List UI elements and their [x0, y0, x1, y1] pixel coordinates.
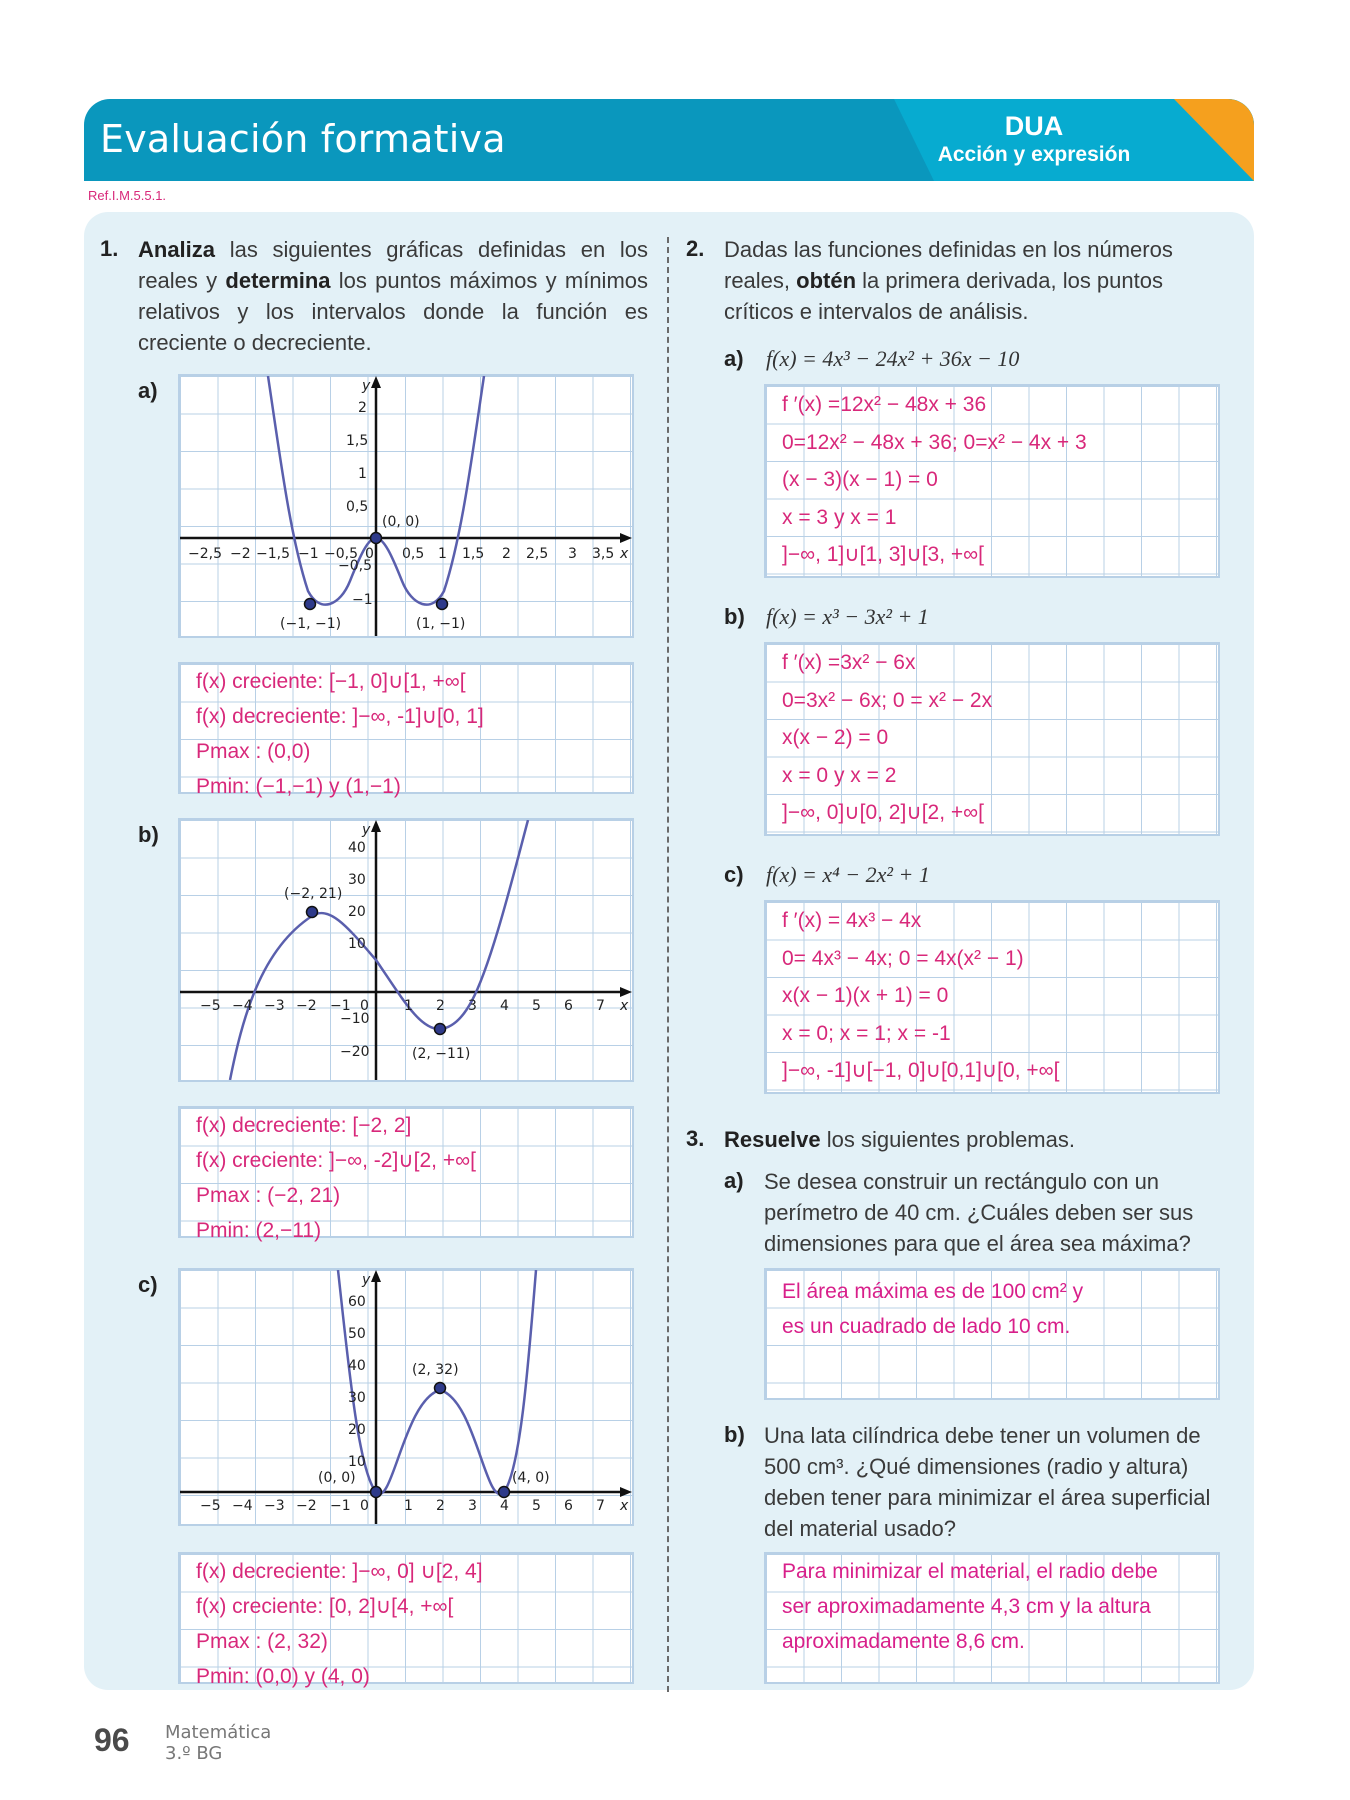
svg-text:2,5: 2,5 [526, 546, 549, 562]
curriculum-reference: Ref.I.M.5.5.1. [88, 188, 167, 203]
svg-text:5: 5 [532, 998, 541, 1014]
q2b-answer-box [764, 642, 1220, 836]
svg-text:−2: −2 [296, 998, 317, 1014]
q2-prompt [724, 234, 1194, 327]
q3a-answer-line: El área máxima es de 100 cm² y [782, 1280, 1084, 1303]
q2a-equation: 0=12x² − 48x + 36; 0=x² − 4x + 3 [782, 430, 1087, 454]
svg-text:x: x [620, 998, 629, 1014]
q1-text: las siguientes gráficas definidas en los reales y [138, 237, 648, 293]
svg-text:2: 2 [436, 998, 445, 1014]
svg-text:30: 30 [348, 1390, 366, 1406]
svg-text:−1,5: −1,5 [256, 546, 290, 562]
q1a-label: a) [138, 378, 158, 403]
svg-text:7: 7 [596, 1498, 605, 1514]
svg-text:6: 6 [564, 998, 573, 1014]
dua-title: DUA [1004, 111, 1064, 141]
footer-subject [165, 1722, 271, 1764]
svg-text:y: y [362, 822, 371, 838]
q2c-formula: f(x) = x⁴ − 2x² + 1 [766, 862, 930, 887]
q1c-answer-min: Pmin: (0,0) y (4, 0) [196, 1665, 370, 1688]
q2a-answer-box [764, 384, 1220, 578]
svg-text:−1: −1 [352, 592, 373, 608]
q1-verb-analiza: Analiza [138, 237, 216, 262]
q2c-equation: 0= 4x³ − 4x; 0 = 4x(x² − 1) [782, 946, 1024, 970]
q1c-answer-box [178, 1552, 634, 1688]
q1a-graph [178, 374, 634, 638]
svg-text:30: 30 [348, 872, 366, 888]
svg-text:−5: −5 [200, 1498, 221, 1514]
q1-number: 1. [100, 236, 119, 261]
q2c-intervals: ]−∞, -1]∪[−1, 0]∪[0,1]∪[0, +∞[ [782, 1059, 1060, 1082]
q2a-critical-points: x = 3 y x = 1 [782, 505, 897, 529]
q3-number: 3. [686, 1126, 705, 1151]
svg-text:(−2, 21): (−2, 21) [284, 886, 343, 902]
q3b-answer-line: aproximadamente 8,6 cm. [782, 1630, 1025, 1653]
q2b-formula: f(x) = x³ − 3x² + 1 [766, 604, 929, 629]
svg-text:7: 7 [596, 998, 605, 1014]
q3a-answer-line [766, 1344, 1218, 1379]
svg-text:−1: −1 [330, 1498, 351, 1514]
q1b-graph [178, 818, 634, 1082]
q2-text: la primera derivada, los puntos críticos e intervalos de análisis. [724, 268, 1163, 324]
q1b-answer-decreasing: f(x) decreciente: [−2, 2] [196, 1114, 412, 1137]
svg-text:−1: −1 [298, 546, 319, 562]
q1a-answer-increasing: f(x) creciente: [−1, 0]∪[1, +∞[ [196, 670, 466, 693]
svg-text:3: 3 [468, 998, 477, 1014]
q2b-intervals: ]−∞, 0]∪[0, 2]∪[2, +∞[ [782, 801, 984, 824]
q1c-answer-max: Pmax : (2, 32) [196, 1630, 328, 1653]
svg-text:3: 3 [568, 546, 577, 562]
q2a-formula: f(x) = 4x³ − 24x² + 36x − 10 [766, 346, 1020, 371]
section-header [84, 99, 1254, 181]
q1c-answer-decreasing: f(x) decreciente: ]−∞, 0] ∪[2, 4] [196, 1560, 483, 1583]
svg-text:x: x [620, 1498, 629, 1514]
q2c-factorization: x(x − 1)(x + 1) = 0 [782, 984, 949, 1007]
svg-text:−0,5: −0,5 [324, 546, 358, 562]
svg-text:3: 3 [468, 1498, 477, 1514]
q1a-answer-box [178, 662, 634, 798]
q3b-label: b) [724, 1422, 745, 1447]
q1a-answer-decreasing: f(x) decreciente: ]−∞, -1]∪[0, 1] [196, 705, 484, 728]
q3a-answer-box [764, 1268, 1220, 1400]
q1-text: los puntos máximos y mínimos relativos y los intervalos donde la función es creciente o decreciente. [138, 268, 648, 355]
svg-text:1: 1 [404, 1498, 413, 1514]
svg-text:2: 2 [358, 400, 367, 416]
svg-text:5: 5 [532, 1498, 541, 1514]
svg-text:4: 4 [500, 1498, 509, 1514]
q1-prompt [138, 234, 648, 358]
svg-text:1: 1 [438, 546, 447, 562]
svg-text:x: x [620, 546, 629, 562]
svg-text:50: 50 [348, 1326, 366, 1342]
svg-text:y: y [362, 378, 371, 394]
q1c-graph [178, 1268, 634, 1526]
svg-text:−20: −20 [340, 1044, 370, 1060]
q2-text: Dadas las funciones definidas en los números reales, [724, 237, 1173, 293]
column-divider [667, 237, 669, 1692]
svg-text:0,5: 0,5 [346, 499, 369, 515]
svg-text:−3: −3 [264, 998, 285, 1014]
q1c-label: c) [138, 1272, 158, 1297]
svg-text:0: 0 [360, 1498, 369, 1514]
svg-text:4: 4 [500, 998, 509, 1014]
q2c-critical-points: x = 0; x = 1; x = -1 [782, 1021, 951, 1045]
q3a-answer-line: es un cuadrado de lado 10 cm. [782, 1315, 1071, 1338]
svg-text:3,5: 3,5 [592, 546, 615, 562]
svg-text:(2, −11): (2, −11) [412, 1046, 471, 1062]
svg-text:40: 40 [348, 1358, 366, 1374]
svg-text:2: 2 [502, 546, 511, 562]
svg-text:1,5: 1,5 [346, 433, 369, 449]
svg-text:(0, 0): (0, 0) [382, 514, 420, 530]
subject-name: Matemática [165, 1722, 272, 1743]
svg-text:−3: −3 [264, 1498, 285, 1514]
q2b-equation: 0=3x² − 6x; 0 = x² − 2x [782, 688, 993, 712]
q1b-answer-max: Pmax : (−2, 21) [196, 1184, 341, 1207]
dua-badge [914, 111, 1154, 169]
svg-text:(0, 0): (0, 0) [318, 1470, 356, 1486]
q3b-answer-line: ser aproximadamente 4,3 cm y la altura [782, 1595, 1151, 1618]
svg-text:0: 0 [360, 998, 369, 1014]
svg-text:40: 40 [348, 840, 366, 856]
q1-verb-determina: determina [225, 268, 331, 293]
grade-level: 3.º BG [165, 1743, 223, 1764]
q2c-label: c) [724, 862, 744, 887]
q3b-answer-box [764, 1552, 1220, 1684]
svg-text:−4: −4 [232, 1498, 253, 1514]
svg-text:−2: −2 [296, 1498, 317, 1514]
q3a-problem-text: Se desea construir un rectángulo con un perímetro de 40 cm. ¿Cuáles deben ser sus dimensiones para que el área sea máxima? [764, 1169, 1194, 1256]
svg-text:−10: −10 [340, 1011, 370, 1027]
svg-text:0: 0 [365, 546, 374, 562]
q2c-answer-box [764, 900, 1220, 1094]
q3-text: los siguientes problemas. [820, 1127, 1075, 1152]
q1b-answer-increasing: f(x) creciente: ]−∞, -2]∪[2, +∞[ [196, 1149, 476, 1172]
svg-text:60: 60 [348, 1294, 366, 1310]
svg-text:6: 6 [564, 1498, 573, 1514]
page-number: 96 [94, 1722, 130, 1758]
svg-text:1,5: 1,5 [462, 546, 485, 562]
q3-verb-resuelve: Resuelve [724, 1127, 821, 1152]
svg-text:20: 20 [348, 904, 366, 920]
svg-text:10: 10 [348, 1454, 366, 1470]
q3b-answer-line: Para minimizar el material, el radio debe [782, 1560, 1158, 1583]
svg-text:(1, −1): (1, −1) [416, 616, 466, 632]
q1b-answer-box [178, 1106, 634, 1242]
q2b-label: b) [724, 604, 745, 629]
svg-text:y: y [362, 1272, 371, 1288]
q2a-intervals: ]−∞, 1]∪[1, 3]∪[3, +∞[ [782, 543, 984, 566]
q3-prompt [724, 1124, 1194, 1155]
svg-text:−0,5: −0,5 [338, 558, 372, 574]
q2b-factorization: x(x − 2) = 0 [782, 726, 889, 749]
q3b-problem-text: Una lata cilíndrica debe tener un volumen de 500 cm³. ¿Qué dimensiones (radio y altura) deben tener para minimizar el área superficial del material usado? [764, 1423, 1211, 1541]
svg-text:(−1, −1): (−1, −1) [280, 616, 342, 632]
q3b-answer-line [766, 1659, 1218, 1694]
svg-text:−5: −5 [200, 998, 221, 1014]
q1b-answer-min: Pmin: (2,−11) [196, 1219, 322, 1242]
q2a-factorization: (x − 3)(x − 1) = 0 [782, 468, 938, 491]
svg-text:−4: −4 [232, 998, 253, 1014]
svg-text:0,5: 0,5 [402, 546, 425, 562]
q2-number: 2. [686, 236, 705, 261]
svg-text:2: 2 [436, 1498, 445, 1514]
svg-text:−2: −2 [230, 546, 251, 562]
svg-text:(2, 32): (2, 32) [412, 1362, 459, 1378]
q2a-derivative: f ′(x) =12x² − 48x + 36 [782, 393, 987, 416]
q2c-derivative: f ′(x) = 4x³ − 4x [782, 909, 922, 932]
svg-text:−2,5: −2,5 [188, 546, 222, 562]
svg-text:(4, 0): (4, 0) [512, 1470, 550, 1486]
svg-text:1: 1 [404, 998, 413, 1014]
q3a-label: a) [724, 1168, 744, 1193]
dua-subtitle: Acción y expresión [937, 143, 1131, 166]
q2b-critical-points: x = 0 y x = 2 [782, 763, 897, 787]
q2a-label: a) [724, 346, 744, 371]
svg-text:20: 20 [348, 1422, 366, 1438]
svg-text:10: 10 [348, 936, 366, 952]
q1b-label: b) [138, 822, 159, 847]
q2b-derivative: f ′(x) =3x² − 6x [782, 651, 916, 674]
q1c-answer-increasing: f(x) creciente: [0, 2]∪[4, +∞[ [196, 1595, 454, 1618]
q1a-answer-max: Pmax : (0,0) [196, 740, 311, 763]
svg-text:−1: −1 [330, 998, 351, 1014]
page-title: Evaluación formativa [100, 117, 506, 161]
q3a-answer-line [766, 1379, 1218, 1414]
q1a-answer-min: Pmin: (−1,−1) y (1,−1) [196, 775, 401, 798]
q2-verb-obten: obtén [796, 268, 857, 293]
svg-text:1: 1 [358, 466, 367, 482]
